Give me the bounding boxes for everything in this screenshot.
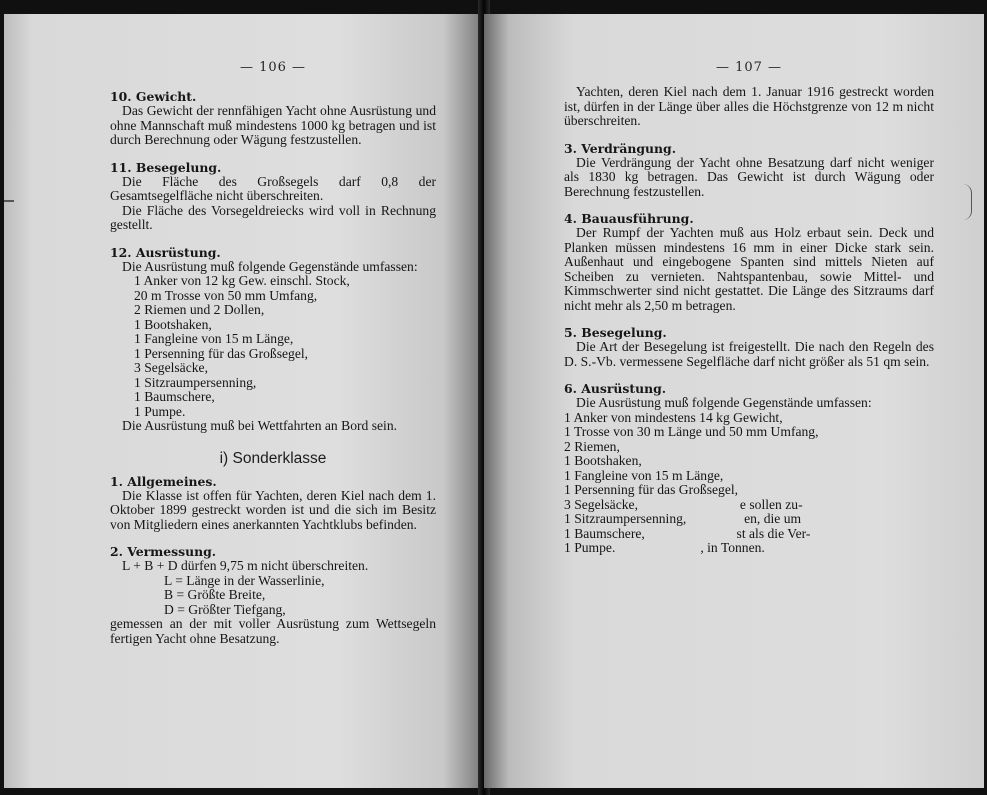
list-item: 1 Baumschere, st als die Ver- xyxy=(564,525,811,541)
paragraph: Die Verdrängung der Yacht ohne Besatzung darf nicht weniger als 1830 kg betragen. Das Gewicht ist durch Wägung oder Berechnung festzustellen. xyxy=(564,154,934,199)
list-item: 1 Bootshaken, xyxy=(564,453,642,468)
paragraph: Das Gewicht der rennfähigen Yacht ohne Ausrüstung und ohne Mannschaft muß mindestens 1000 kg betragen und ist durch Berechnung oder Wägung festzustellen. xyxy=(110,103,436,147)
list-item: 1 Anker von 12 kg Gew. einschl. Stock, xyxy=(134,273,350,288)
list-item: 3 Segelsäcke, xyxy=(134,360,208,375)
paragraph: Die Klasse ist offen für Yachten, deren Kiel nach dem 1. Oktober 1899 gestreckt worden ist und die sich im Besitz von Mitgliedern eines anerkannten Yachtklubs befinden. xyxy=(110,487,436,532)
section-verdraengung xyxy=(564,141,934,200)
section-heading: 6. Ausrüstung. xyxy=(564,381,667,396)
list-item: 3 Segelsäcke, e sollen zu- xyxy=(564,496,803,512)
list-item: 2 Riemen, xyxy=(564,438,620,454)
list-item: 1 Trosse von 30 m Länge und 50 mm Umfang, xyxy=(564,424,819,439)
section-allgemeines xyxy=(110,474,436,533)
list-item: 1 Bootshaken, xyxy=(134,316,212,332)
formula-legend-item: D = Größter Tiefgang, xyxy=(164,601,286,617)
section-gewicht xyxy=(110,89,436,148)
list-item: 1 Baumschere, xyxy=(134,389,215,404)
paragraph: Die Ausrüstung muß bei Wettfahrten an Bord sein. xyxy=(122,418,398,433)
section-heading: 10. Gewicht. xyxy=(110,89,197,104)
section-vermessung xyxy=(110,544,436,646)
list-item: 1 Pumpe. , in Tonnen. xyxy=(564,540,765,555)
list-item: 20 m Trosse von 50 mm Umfang, xyxy=(134,287,318,303)
section-bauausfuehrung xyxy=(564,211,934,313)
list-item: 2 Riemen und 2 Dollen, xyxy=(134,302,265,317)
formula-legend-item: L = Länge in der Wasserlinie, xyxy=(164,572,325,588)
list-item: 1 Persenning für das Großsegel, xyxy=(564,482,739,497)
list-item: 1 Persenning für das Großsegel, xyxy=(134,345,309,361)
section-heading: 2. Vermessung. xyxy=(110,544,217,559)
left-page xyxy=(4,14,482,788)
list-item: 1 Fangleine von 15 m Länge, xyxy=(564,467,724,483)
section-heading: 12. Ausrüstung. xyxy=(110,244,221,260)
list-item: 1 Anker von mindestens 14 kg Gewicht, xyxy=(564,409,783,425)
margin-mark xyxy=(4,200,14,202)
section-heading: 5. Besegelung. xyxy=(564,325,667,340)
list-item: 1 Sitzraumpersenning, en, die um xyxy=(564,511,802,526)
right-page xyxy=(484,14,984,788)
paragraph: Die Ausrüstung muß folgende Gegenstände umfassen: xyxy=(122,258,418,274)
chapter-title: i) Sonderklasse xyxy=(219,449,327,467)
paragraph: Die Art der Besegelung ist freigestellt. Die nach den Regeln des D. S.-Vb. vermessene Segelfläche darf nicht größer als 51 qm sein. xyxy=(564,339,934,369)
section-heading: 3. Verdrängung. xyxy=(564,140,677,156)
paragraph: Die Fläche des Vorsegeldreiecks wird voll in Rechnung gestellt. xyxy=(110,202,436,232)
section-ausruestung xyxy=(564,381,934,556)
page-number: — 107 — xyxy=(715,60,783,75)
page-number: — 106 — xyxy=(239,60,307,75)
paragraph: Die Fläche des Großsegels darf 0,8 der Gesamtsegelfläche nicht überschreiten. xyxy=(110,173,436,203)
list-item: 1 Fangleine von 15 m Länge, xyxy=(134,331,294,346)
paragraph: Die Ausrüstung muß folgende Gegenstände umfassen: xyxy=(576,395,872,410)
formula: L + B + D dürfen 9,75 m nicht überschreiten. xyxy=(122,558,369,573)
list-item: 1 Sitzraumpersenning, xyxy=(134,374,257,390)
section-ausruestung xyxy=(110,245,436,434)
section-heading: 4. Bauausführung. xyxy=(564,211,694,226)
pencil-mark xyxy=(963,184,972,220)
paragraph: gemessen an der mit voller Ausrüstung zum Wettsegeln fertigen Yacht ohne Besatzung. xyxy=(110,616,436,646)
section-besegelung xyxy=(564,325,934,369)
paragraph: Der Rumpf der Yachten muß aus Holz erbaut sein. Deck und Planken müssen mindestens 16 mm in einer Dicke stark sein. Außenhaut und eingebogene Spanten sind mittels Nieten auf Scheiben zu vernieten. Nahtspantenbau, sowie Mittel- und Kimmschwerter sind nicht gestattet. Die Länge des Sitzraums darf nicht mehr als 2,50 m betragen. xyxy=(564,225,934,313)
continuation-text xyxy=(564,85,934,129)
list-item: 1 Pumpe. xyxy=(134,403,186,419)
section-besegelung xyxy=(110,160,436,233)
paragraph: Yachten, deren Kiel nach dem 1. Januar 1916 gestreckt worden ist, dürfen in der Länge über alles die Höchstgrenze von 12 m nicht überschreiten. xyxy=(564,84,934,128)
section-heading: 1. Allgemeines. xyxy=(110,473,217,489)
section-heading: 11. Besegelung. xyxy=(110,159,222,175)
formula-legend-item: B = Größte Breite, xyxy=(164,587,266,602)
